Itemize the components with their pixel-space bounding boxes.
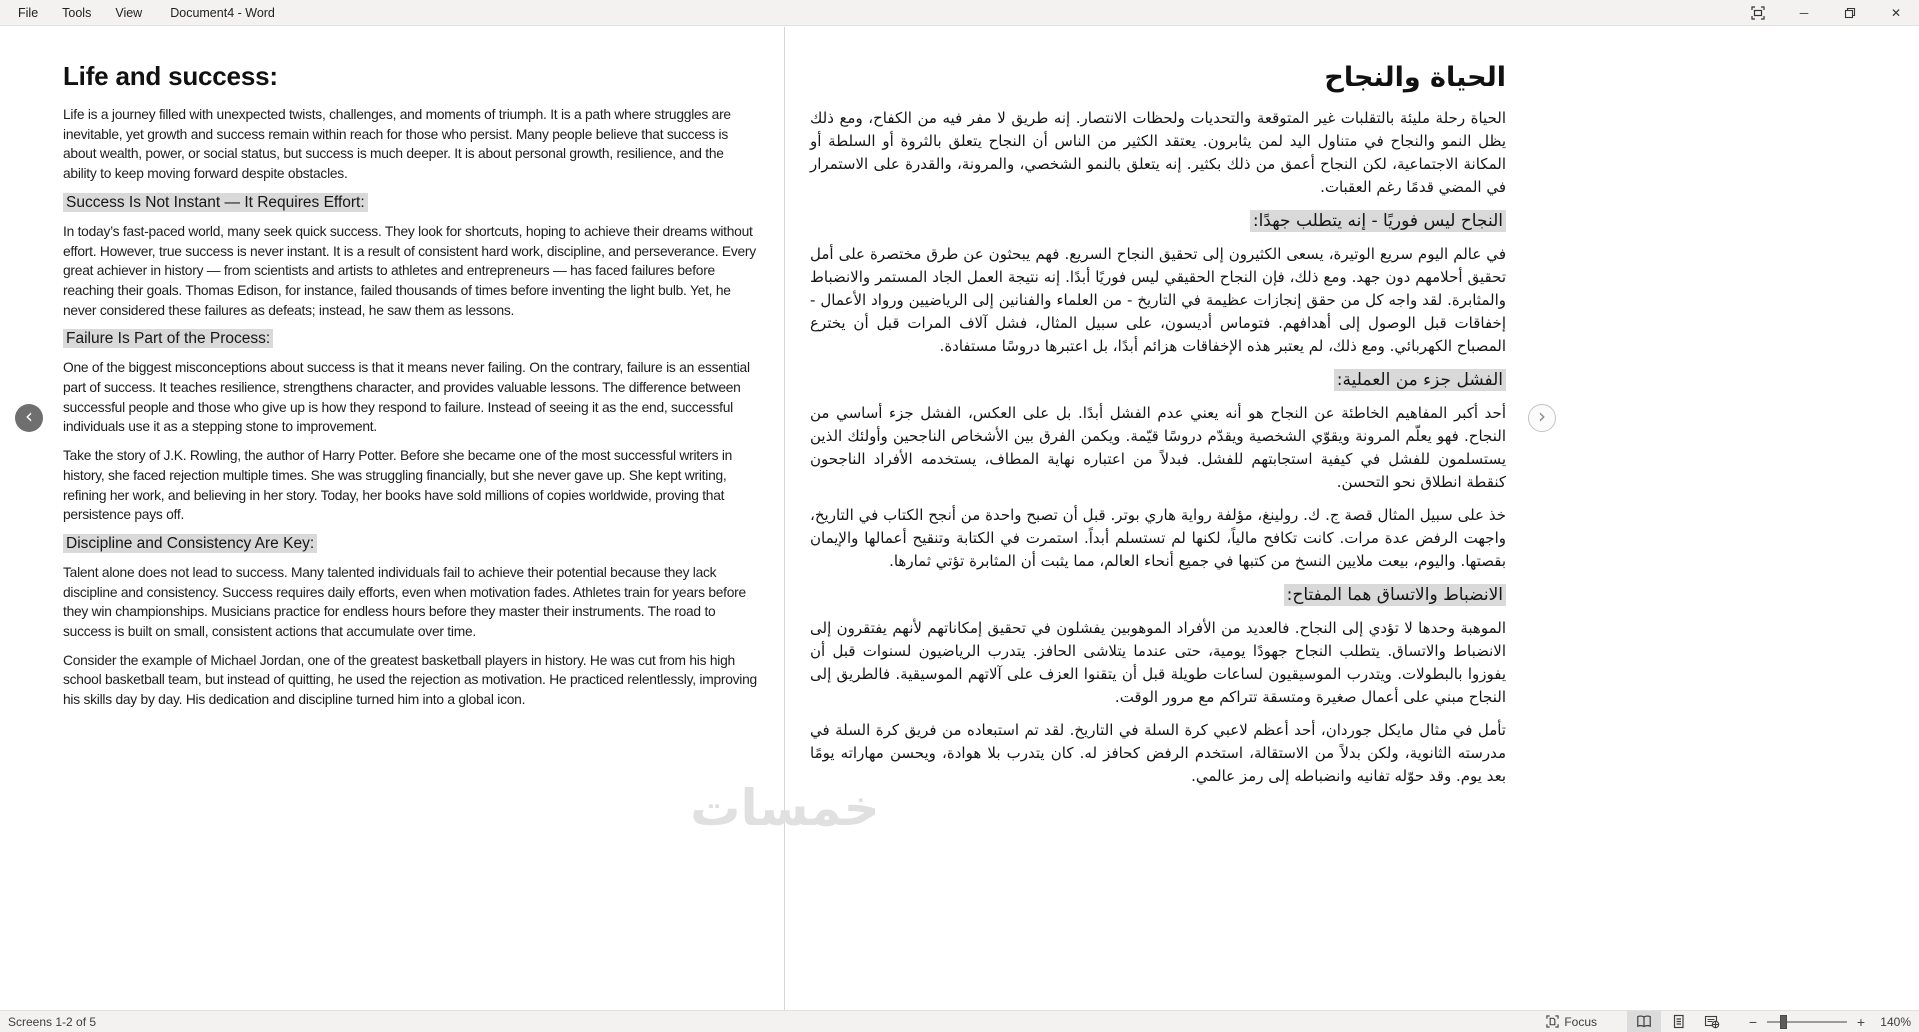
paragraph: In today’s fast-paced world, many seek quick success. They look for shortcuts, hoping to achieve their dreams without effort. However, true success is never instant. It is a result of consistent hard work, discipline, and perseverance. Every great achiever in history — from scientists and artists to athletes and entrepreneurs — has faced failures before reaching their goals. Thomas Edison, for instance, failed thousands of times before inventing the light bulb. Yet, he never considered these failures as defeats; instead, he saw them as lessons. (63, 223, 756, 318)
paragraph: تأمل في مثال مايكل جوردان، أحد أعظم لاعبي كرة السلة في التاريخ. لقد تم استبعاده من فريق كرة السلة في مدرسته الثانوية، ولكن بدلاً من الاستقالة، استخدم الرفض كحافز له. كان يتدرب بلا هوادة، ويحسن مهاراته يومًا بعد يوم. وقد حوّله تفانيه وانضباطه إلى رمز عالمي. (810, 721, 1506, 785)
page-divider (784, 27, 785, 1010)
next-screen-button[interactable] (1528, 404, 1556, 432)
page-english (63, 61, 758, 719)
arabic-title: الحياة والنجاح (1324, 62, 1506, 93)
paragraph: خذ على سبيل المثال قصة ج. ك. رولينغ، مؤلفة رواية هاري بوتر. قبل أن تصبح واحدة من أنجح الكتاب في التاريخ، واجهت الرفض عدة مرات. كانت تكافح مالياً، لكنها لم تستسلم أبداً. استمرت في الكتابة وتنقيح أعمالها والإيمان بقصتها. واليوم، بيعت ملايين النسخ من كتبها في جميع أنحاء العالم، مما يثبت أن المثابرة تؤتي ثمارها. (810, 506, 1506, 570)
chevron-left-icon: ‹ (25, 404, 33, 428)
menu-view[interactable]: View (115, 5, 143, 20)
statusbar (0, 1010, 1919, 1032)
zoom-slider[interactable] (1767, 1015, 1847, 1029)
paragraph: في عالم اليوم سريع الوتيرة، يسعى الكثيرون إلى تحقيق النجاح السريع. فهم يبحثون عن طرق مختصرة على أمل تحقيق أحلامهم دون جهد. ومع ذلك، فإن النجاح الحقيقي ليس فوريًا أبدًا. إنه نتيجة العمل الجاد المستمر والانضباط والمثابرة. لقد واجه كل من حقق إنجازات عظيمة في التاريخ - من العلماء والفنانين إلى الرياضيين ورواد الأعمال - إخفاقات قبل الوصول إلى أهدافهم. فتوماس أديسون، على سبيل المثال، فشل آلاف المرات قبل أن يخترع المصباح الكهربائي. ومع ذلك، لم يعتبر هذه الإخفاقات هزائم أبدًا، بل اعتبرها دروسًا مستفادة. (810, 245, 1506, 355)
book-icon (1636, 1014, 1652, 1029)
zoom-slider-thumb[interactable] (1780, 1015, 1787, 1029)
minimize-icon: ─ (1799, 5, 1809, 20)
read-mode-button[interactable] (1627, 1011, 1661, 1032)
section-heading: النجاح ليس فوريًا - إنه يتطلب جهدًا: (810, 209, 1506, 233)
paragraph: One of the biggest misconceptions about success is that it means never failing. On the contrary, failure is an essential part of success. It teaches resilience, strengthens character, and provides valuable lessons. The difference between successful people and those who give up is how they respond to failure. Instead of seeing it as the end, successful individuals use it as a stepping stone to improvement. (63, 360, 750, 435)
focus-icon (1546, 1015, 1559, 1028)
paragraph: Life is a journey filled with unexpected twists, challenges, and moments of triumph. It is a path where struggles are inevitable, yet growth and success remain within reach for those who persist. Many people believe that success is about wealth, power, or social status, but success is much deeper. It is about personal growth, resilience, and the ability to keep moving forward despite obstacles. (63, 107, 731, 182)
web-layout-button[interactable] (1695, 1011, 1729, 1032)
document-area (0, 27, 1919, 1010)
paragraph: الحياة رحلة مليئة بالتقلبات غير المتوقعة والتحديات ولحظات الانتصار. إنه طريق لا مفر فيه من الكفاح، ومع ذلك يظل النمو والنجاح في متناول اليد لمن يثابرون. يعتقد الكثير من الناس أن النجاح يتعلق بالثروة أو السلطة أو المكانة الاجتماعية، لكن النجاح أعمق من ذلك بكثير. إنه يتعلق بالنمو الشخصي، والمرونة، والقدرة على الاستمرار في المضي قدمًا رغم العقبات. (810, 109, 1506, 196)
page-arabic (810, 61, 1506, 798)
english-title: Life and success: (63, 61, 278, 91)
close-icon: ✕ (1890, 5, 1902, 20)
section-heading: Discipline and Consistency Are Key: (63, 534, 758, 554)
chevron-right-icon: › (1538, 404, 1546, 428)
paragraph: Consider the example of Michael Jordan, one of the greatest basketball players in history. He was cut from his high school basketball team, but instead of quitting, he used the rejection as motivation. He practiced relentlessly, improving his skills day by day. His dedication and discipline turned him into a global icon. (63, 652, 757, 708)
section-heading: الانضباط والاتساق هما المفتاح: (810, 583, 1506, 607)
khamsat-watermark: خمسات (690, 779, 880, 837)
section-heading: Failure Is Part of the Process: (63, 329, 758, 349)
previous-screen-button[interactable] (15, 404, 43, 432)
minimize-button[interactable] (1781, 0, 1827, 25)
paragraph: Talent alone does not lead to success. Many talented individuals fail to achieve their potential because they lack discipline and consistency. Success requires daily efforts, even when motivation fades. Athletes train for years before they win championships. Musicians practice for endless hours before they master their instruments. The road to success is built on small, consistent actions that accumulate over time. (63, 564, 746, 640)
globe-document-icon (1704, 1014, 1720, 1029)
statusbar-right (1538, 1011, 1913, 1032)
menu-tools[interactable]: Tools (62, 5, 92, 20)
close-button[interactable] (1873, 0, 1919, 25)
menu-file[interactable]: File (18, 5, 39, 20)
paragraph: Take the story of J.K. Rowling, the author of Harry Potter. Before she became one of the most successful writers in history, she faced rejection multiple times. She was struggling financially, but she never gave up. She kept writing, refining her work, and believing in her story. Today, her books have sold millions of copies worldwide, proving that persistence pays off. (63, 448, 733, 523)
zoom-slider-track[interactable] (1767, 1021, 1847, 1023)
section-heading: الفشل جزء من العملية: (810, 368, 1506, 392)
restore-icon (1844, 7, 1856, 19)
paragraph: أحد أكبر المفاهيم الخاطئة عن النجاح هو أنه يعني عدم الفشل أبدًا. بل على العكس، الفشل جزء أساسي من النجاح. فهو يعلّم المرونة ويقوّي الشخصية ويقدّم دروسًا قيّمة. ويكمن الفرق بين الأشخاص الناجحين وأولئك الذين يستسلمون للفشل في كيفية استجابتهم للفشل. فبدلاً من اعتباره نهاية المطاف، يستخدمه الأفراد الناجحون كنقطة انطلاق نحو التحسن. (810, 404, 1506, 491)
section-heading: Success Is Not Instant — It Requires Effort: (63, 193, 758, 213)
zoom-out-button[interactable]: − (1743, 1011, 1763, 1032)
titlebar (0, 0, 1919, 26)
window-controls (1735, 0, 1919, 25)
menu-bar (0, 6, 275, 20)
document-icon (1671, 1014, 1686, 1029)
fit-window-icon (1751, 6, 1765, 20)
paragraph: الموهبة وحدها لا تؤدي إلى النجاح. فالعديد من الأفراد الموهوبين يفشلون في تحقيق إمكاناتهم لأنهم يفتقرون إلى الانضباط والاتساق. يتطلب النجاح جهودًا يومية، حتى عندما يتلاشى الحافز. يتدرب الرياضيون لسنوات قبل أن يفوزوا بالبطولات. ويتدرب الموسيقيون لساعات طويلة قبل أن يتقنوا العزف على آلاتهم الموسيقية. فالطريق إلى النجاح مبني على أعمال صغيرة ومتسقة تتراكم مع مرور الوقت. (810, 619, 1506, 706)
document-title: Document4 - Word (170, 5, 275, 20)
focus-label: Focus (1564, 1014, 1597, 1029)
zoom-in-button[interactable]: + (1851, 1011, 1871, 1032)
print-layout-button[interactable] (1661, 1011, 1695, 1032)
zoom-percentage[interactable]: 140% (1880, 1014, 1911, 1029)
restore-button[interactable] (1827, 0, 1873, 25)
screens-indicator: Screens 1-2 of 5 (8, 1014, 97, 1029)
focus-button[interactable] (1538, 1011, 1605, 1032)
auto-hide-toolbar-button[interactable] (1735, 0, 1781, 25)
